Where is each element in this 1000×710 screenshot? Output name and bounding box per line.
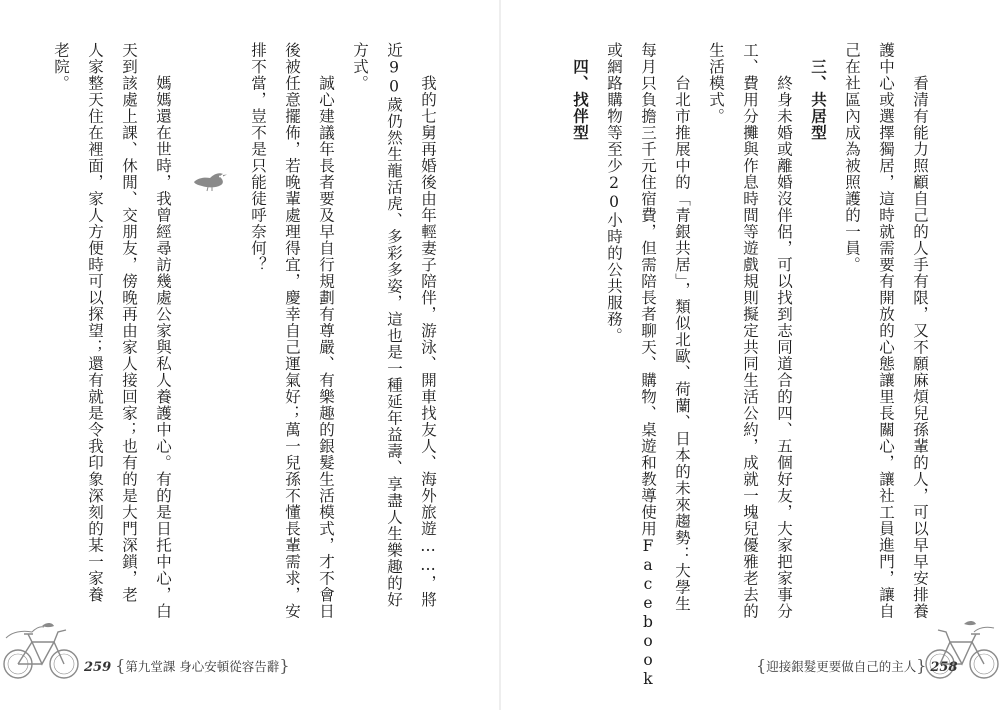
page-footer-right [756, 656, 962, 675]
footer-brace: { [756, 656, 767, 675]
text-column: 近90歲仍然生龍活虎、多彩多姿，這也是一種延年益壽、享盡人生樂趣的好 [385, 42, 403, 608]
footer-chapter-title: 第九堂課 身心安頓從容告辭 [125, 659, 280, 674]
page-gutter [499, 0, 501, 710]
text-column: 我的七舅再婚後由年輕妻子陪伴，游泳、開車找友人、海外旅遊……，將 [419, 42, 437, 608]
text-column: 老院。 [52, 42, 70, 92]
text-column: 終身未婚或離婚沒伴侶，可以找到志同道合的四、五個好友，大家把家事分 [775, 42, 793, 620]
text-column: 生活模式。 [707, 42, 725, 125]
text-column: 護中心或選擇獨居，這時就需要有開放的心態讓里長關心，讓社工員進門，讓自 [877, 42, 895, 620]
footer-brace: } [916, 656, 927, 675]
text-column: 看清有能力照顧自己的人手有限，又不願麻煩兒孫輩的人，可以早早安排養 [911, 42, 929, 620]
text-column: 誠心建議年長者要及早自行規劃有尊嚴、有樂趣的銀髮生活模式，才不會日 [317, 42, 335, 620]
text-column: 人家整天住在裡面，家人方便時可以探望；還有就是令我印象深刻的某一家養 [86, 42, 104, 603]
text-column: 己在社區內成為被照護的一員。 [843, 42, 861, 273]
bicycle-icon [2, 618, 80, 684]
text-column: 或網路購物等至少20小時的公共服務。 [605, 42, 623, 344]
text-column: 方式。 [351, 42, 369, 92]
text-column: 媽媽還在世時，我曾經尋訪幾處公家與私人養護中心。有的是日托中心，白 [154, 42, 172, 620]
sparrow-icon [192, 168, 228, 192]
footer-brace: { [115, 656, 126, 675]
text-column: 排不當，豈不是只能徒呼奈何？ [249, 42, 267, 273]
text-column: 台北市推展中的「青銀共居」，類似北歐、荷蘭、日本的未來趨勢：大學生 [673, 42, 691, 612]
text-column: 天到該處上課、休閒、交朋友，傍晚再由家人接回家；也有的是大門深鎖，老 [120, 42, 138, 603]
section-heading: 四、找伴型 [571, 42, 590, 141]
section-heading: 三、共居型 [809, 42, 828, 141]
page-number: 259 [84, 660, 112, 675]
page-number: 258 [930, 660, 958, 675]
text-column: 工、費用分攤與作息時間等遊戲規則擬定共同生活公約，成就一塊兒優雅老去的 [741, 42, 759, 620]
footer-chapter-title: 迎接銀髮更要做自己的主人 [766, 659, 917, 674]
text-column: 每月只負擔三千元住宿費，但需陪長者聊天、購物、桌遊和教導使用Facebook [639, 42, 657, 689]
page-footer-left [80, 656, 290, 675]
text-column: 後被任意擺佈，若晚輩處理得宜，慶幸自己運氣好；萬一兒孫不懂長輩需求，安 [283, 42, 301, 620]
footer-brace: } [279, 656, 290, 675]
